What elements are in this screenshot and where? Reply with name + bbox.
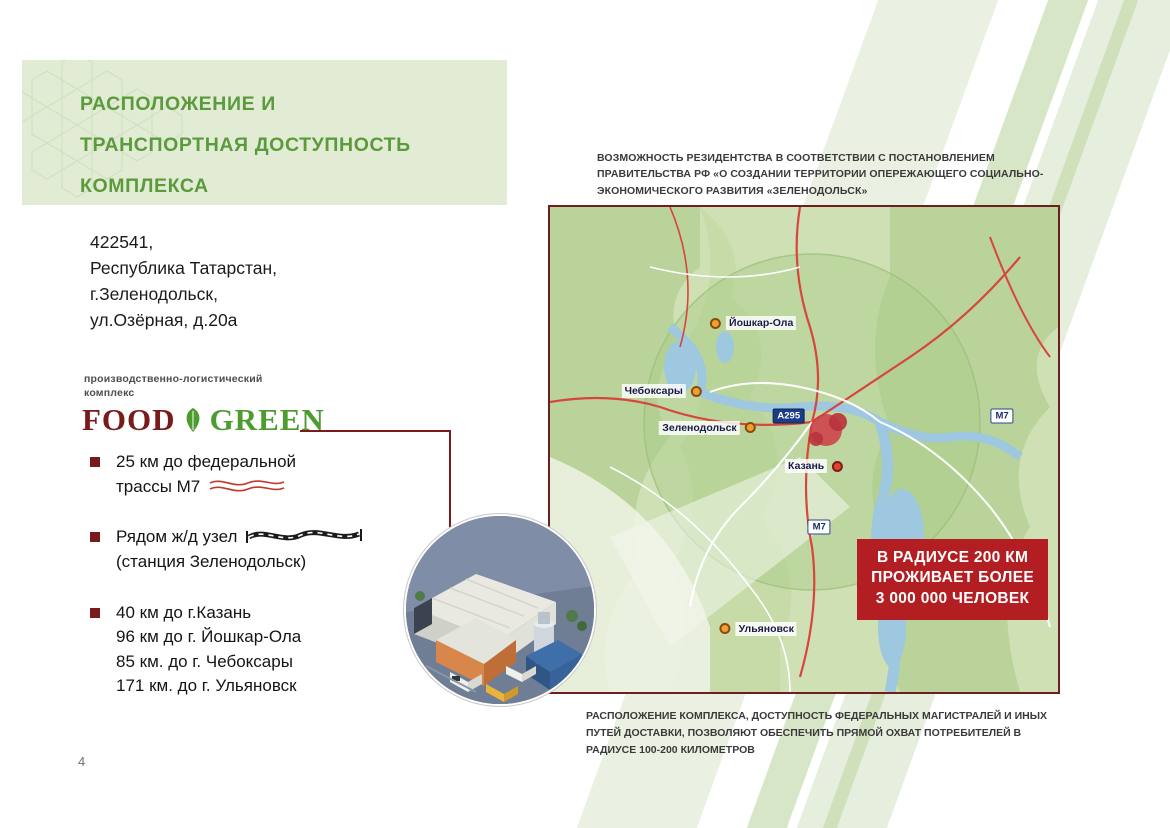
city-label: Зеленодольск	[659, 421, 739, 435]
logo-word-green: GREEN	[209, 402, 325, 437]
complex-render-photo	[404, 514, 596, 706]
bullet-square-icon	[90, 457, 100, 467]
logo-kicker-line-1: производственно-логистический	[84, 373, 263, 385]
bullet-distance-line-4: 171 км. до г. Ульяновск	[116, 676, 297, 696]
bullet-square-icon	[90, 532, 100, 542]
bullet-railway-line-1: Рядом ж/д узел	[116, 527, 238, 547]
bullet-distance-line-2: 96 км до г. Йошкар-Ола	[116, 627, 302, 647]
region-map[interactable]	[548, 205, 1060, 694]
map-note-top: ВОЗМОЖНОСТЬ РЕЗИДЕНТСТВА В СООТВЕТСТВИИ С ПОСТАНОВЛЕНИЕМ ПРАВИТЕЛЬСТВА РФ «О СОЗДАНИИ ТЕРРИТОРИИ ОПЕРЕЖАЮЩЕГО СОЦИАЛЬНО-ЭКОНОМИЧЕСКОГО РАЗВИТИЯ «ЗЕЛЕНОДОЛЬСК»	[597, 152, 1044, 197]
railway-icon	[245, 525, 363, 547]
city-label: Йошкар-Ола	[726, 316, 796, 330]
bullet-square-icon	[90, 608, 100, 618]
map-city-ulyanovsk	[720, 622, 797, 636]
map-city-kazan	[785, 459, 843, 473]
city-label: Казань	[785, 459, 827, 473]
city-label: Ульяновск	[736, 622, 797, 636]
callout-line-2: ПРОЖИВАЕТ БОЛЕЕ	[871, 569, 1034, 587]
city-dot-icon	[720, 623, 731, 634]
title-line-2: ТРАНСПОРТНАЯ ДОСТУПНОСТЬ	[80, 133, 411, 156]
wavy-road-icon	[208, 475, 286, 495]
city-dot-icon	[710, 318, 721, 329]
bullet-highway-line-2: трассы М7	[116, 476, 201, 496]
bullet-distance-line-3: 85 км. до г. Чебоксары	[116, 651, 293, 671]
logo-kicker-line-2: комплекс	[84, 387, 135, 400]
page-number: 4	[78, 754, 86, 769]
callout-line-1: В РАДИУСЕ 200 КМ	[876, 548, 1029, 566]
map-city-yoshkar-ola	[710, 316, 796, 330]
address-line-2: Республика Татарстан,	[90, 257, 278, 278]
bullet-railway-line-2: (станция Зеленодольск)	[116, 551, 307, 571]
address-line-1: 422541,	[90, 232, 154, 252]
bullet-distance-line-1: 40 км до г.Казань	[116, 602, 252, 622]
city-label: Чебоксары	[622, 384, 686, 398]
list-item	[86, 525, 466, 574]
road-badge-m7-east: M7	[991, 408, 1014, 423]
map-city-cheboksary	[622, 384, 702, 398]
map-note-bottom: РАСПОЛОЖЕНИЕ КОМПЛЕКСА, ДОСТУПНОСТЬ ФЕДЕРАЛЬНЫХ МАГИСТРАЛЕЙ И ИНЫХ ПУТЕЙ ДОСТАВКИ, ПОЗВОЛЯЮТ ОБЕСПЕЧИТЬ ПРЯМОЙ ОХВАТ ПОТРЕБИТЕЛЕЙ В РАДИУСЕ 100-200 КИЛОМЕТРОВ	[586, 710, 1048, 756]
address-block	[90, 230, 277, 334]
city-dot-icon	[691, 386, 702, 397]
complex-render-graphic	[406, 516, 594, 704]
leaf-icon	[180, 406, 206, 434]
logo-kicker	[84, 372, 263, 400]
title-line-3: КОМПЛЕКСА	[80, 174, 209, 197]
company-logo	[82, 402, 325, 438]
callout-line-3: 3 000 000 ЧЕЛОВЕК	[875, 589, 1030, 607]
title-line-1: РАСПОЛОЖЕНИЕ И	[80, 93, 276, 115]
page-title	[80, 84, 411, 205]
logo-word-food: FOOD	[82, 402, 176, 437]
list-item	[86, 450, 466, 499]
address-line-3: г.Зеленодольск,	[90, 283, 218, 304]
population-callout	[857, 539, 1048, 620]
road-badge-m7-south: M7	[808, 520, 831, 535]
city-dot-icon	[832, 461, 843, 472]
title-block	[22, 60, 507, 205]
address-line-4: ул.Озёрная, д.20а	[90, 309, 238, 330]
road-badge-a295: А295	[772, 408, 805, 423]
map-city-zelenodolsk	[659, 421, 755, 435]
city-dot-icon	[745, 422, 756, 433]
bullet-highway-line-1: 25 км до федеральной	[116, 452, 297, 471]
